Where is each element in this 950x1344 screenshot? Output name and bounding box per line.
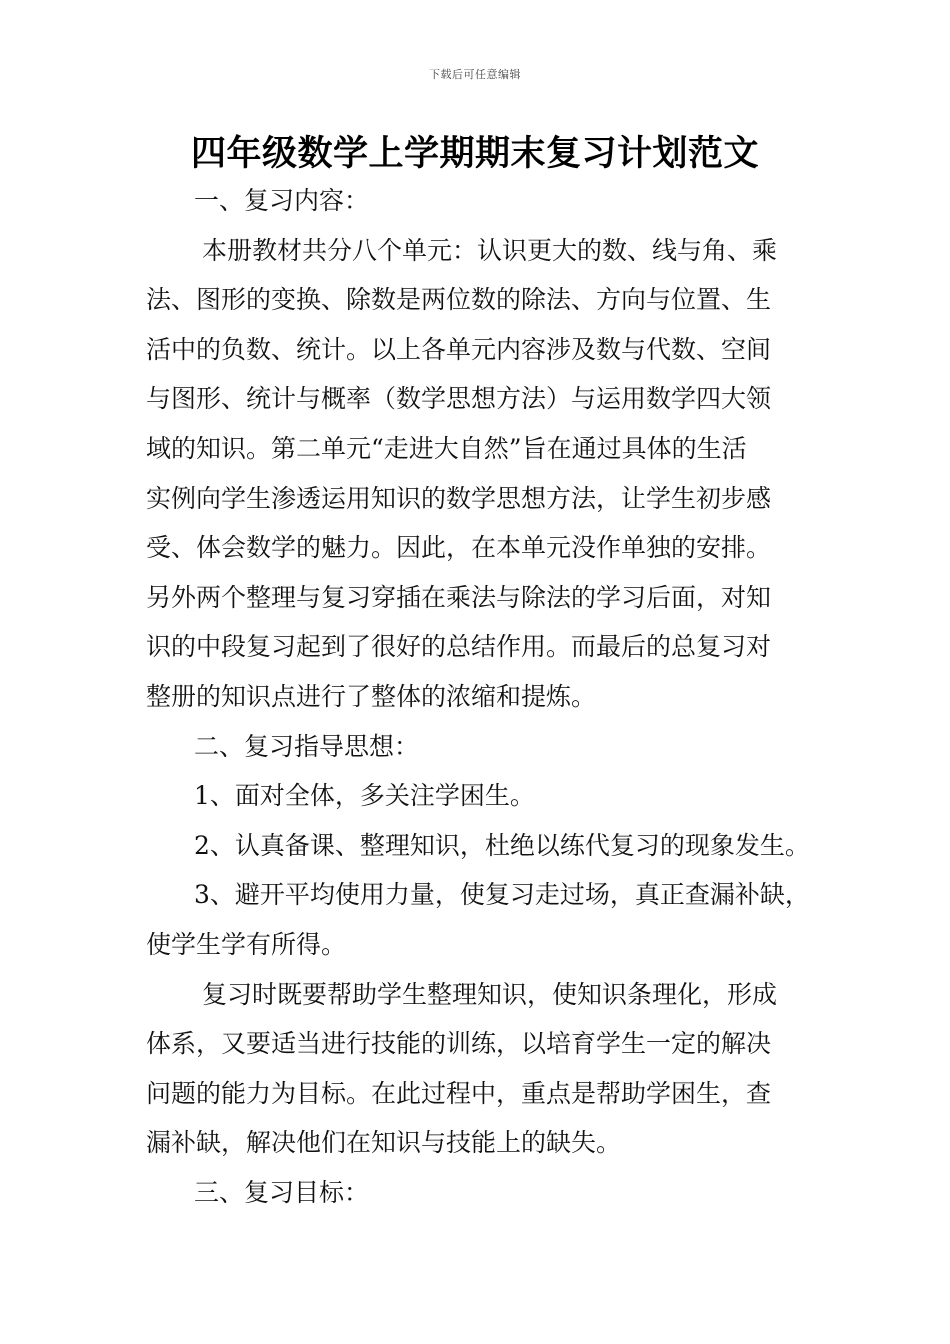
paragraph-line: 体系，又要适当进行技能的训练，以培育学生一定的解决 — [146, 1029, 772, 1059]
paragraph-line: 问题的能力为目标。在此过程中，重点是帮助学困生，查 — [146, 1078, 772, 1108]
paragraph-line: 受、体会数学的魅力。因此，在本单元没作单独的安排。 — [146, 533, 772, 563]
list-item: 1、面对全体，多关注学困生。 — [194, 781, 535, 811]
paragraph-line: 活中的负数、统计。以上各单元内容涉及数与代数、空间 — [146, 334, 772, 364]
list-item: 3、避开平均使用力量，使复习走过场，真正查漏补缺， — [194, 880, 810, 910]
paragraph-line: 域的知识。第二单元“走进大自然”旨在通过具体的生活 — [146, 433, 747, 463]
header-note: 下载后可任意编辑 — [429, 68, 521, 81]
paragraph-line: 整册的知识点进行了整体的浓缩和提炼。 — [146, 681, 597, 711]
section-heading-review-content: 一、复习内容： — [194, 186, 370, 215]
list-item: 2、认真备课、整理知识，杜绝以练代复习的现象发生。 — [194, 830, 810, 860]
paragraph-line: 复习时既要帮助学生整理知识，使知识条理化，形成 — [202, 979, 778, 1009]
document-title: 四年级数学上学期期末复习计划范文 — [190, 134, 759, 174]
section-heading-review-goals: 三、复习目标： — [194, 1177, 370, 1207]
paragraph-line: 另外两个整理与复习穿插在乘法与除法的学习后面，对知 — [146, 582, 772, 612]
paragraph-line: 法、图形的变换、除数是两位数的除法、方向与位置、生 — [146, 285, 772, 315]
paragraph-line: 漏补缺，解决他们在知识与技能上的缺失。 — [146, 1128, 622, 1158]
paragraph-line: 实例向学生渗透运用知识的数学思想方法，让学生初步感 — [146, 483, 772, 513]
list-item-continuation: 使学生学有所得。 — [146, 929, 347, 959]
section-heading-guiding-thought: 二、复习指导思想： — [194, 731, 420, 761]
document-body — [146, 176, 814, 1217]
paragraph-line: 与图形、统计与概率（数学思想方法）与运用数学四大领 — [146, 384, 772, 414]
paragraph-line: 本册教材共分八个单元：认识更大的数、线与角、乘 — [202, 235, 778, 265]
paragraph-line: 识的中段复习起到了很好的总结作用。而最后的总复习对 — [146, 632, 772, 662]
